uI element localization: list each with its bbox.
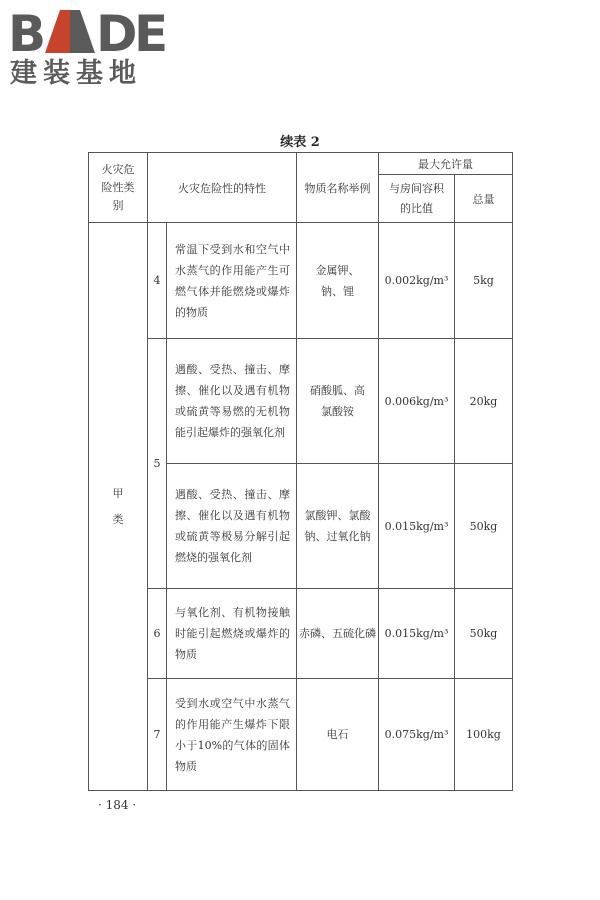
svg-text:D: D [96,6,138,56]
header-category: 火灾危险性类别 [89,153,148,223]
table-caption: 续表 2 [280,135,320,150]
ratio-cell: 0.006kg/m³ [379,339,455,464]
row-number: 4 [148,223,167,339]
bade-logo [8,6,178,92]
example-cell: 金属钾、钠、锂 [297,223,379,339]
table-row [89,339,513,464]
table-row [89,223,513,339]
total-cell: 100kg [455,679,513,791]
characteristic-cell: 遇酸、受热、撞击、摩擦、催化以及遇有机物或硫黄等极易分解引起燃烧的强氧化剂 [167,464,297,589]
ratio-cell: 0.015kg/m³ [379,589,455,679]
header-characteristics: 火灾危险性的特性 [148,153,297,223]
total-cell: 50kg [455,464,513,589]
header-row [89,153,513,175]
logo-subtitle: 建装基地 [10,58,142,89]
characteristic-cell: 受到水或空气中水蒸气的作用能产生爆炸下限小于10%的气体的固体物质 [167,679,297,791]
table-row [89,679,513,791]
example-cell: 氯酸钾、氯酸钠、过氧化钠 [297,464,379,589]
row-number: 7 [148,679,167,791]
page-number: · 184 · [98,798,137,812]
header-ratio: 与房间容积的比值 [379,175,455,223]
characteristic-cell: 与氧化剂、有机物接触时能引起燃烧或爆炸的物质 [167,589,297,679]
category-cell: 甲类 [89,223,148,791]
characteristic-cell: 常温下受到水和空气中水蒸气的作用能产生可燃气体并能燃烧或爆炸的物质 [167,223,297,339]
row-number: 6 [148,589,167,679]
ratio-cell: 0.002kg/m³ [379,223,455,339]
total-cell: 5kg [455,223,513,339]
table-row [89,589,513,679]
example-cell: 硝酸胍、高氯酸铵 [297,339,379,464]
svg-text:B: B [8,6,47,56]
total-cell: 50kg [455,589,513,679]
bade-logo-mark [8,6,174,56]
hazard-table [88,152,513,791]
svg-text:E: E [134,6,169,56]
ratio-cell: 0.015kg/m³ [379,464,455,589]
header-examples: 物质名称举例 [297,153,379,223]
example-cell: 赤磷、五硫化磷 [297,589,379,679]
header-total: 总量 [455,175,513,223]
example-cell: 电石 [297,679,379,791]
total-cell: 20kg [455,339,513,464]
characteristic-cell: 遇酸、受热、撞击、摩擦、催化以及遇有机物或硫黄等易燃的无机物能引起爆炸的强氧化剂 [167,339,297,464]
row-number: 5 [148,339,167,589]
ratio-cell: 0.075kg/m³ [379,679,455,791]
header-max-allowed: 最大允许量 [379,153,513,175]
